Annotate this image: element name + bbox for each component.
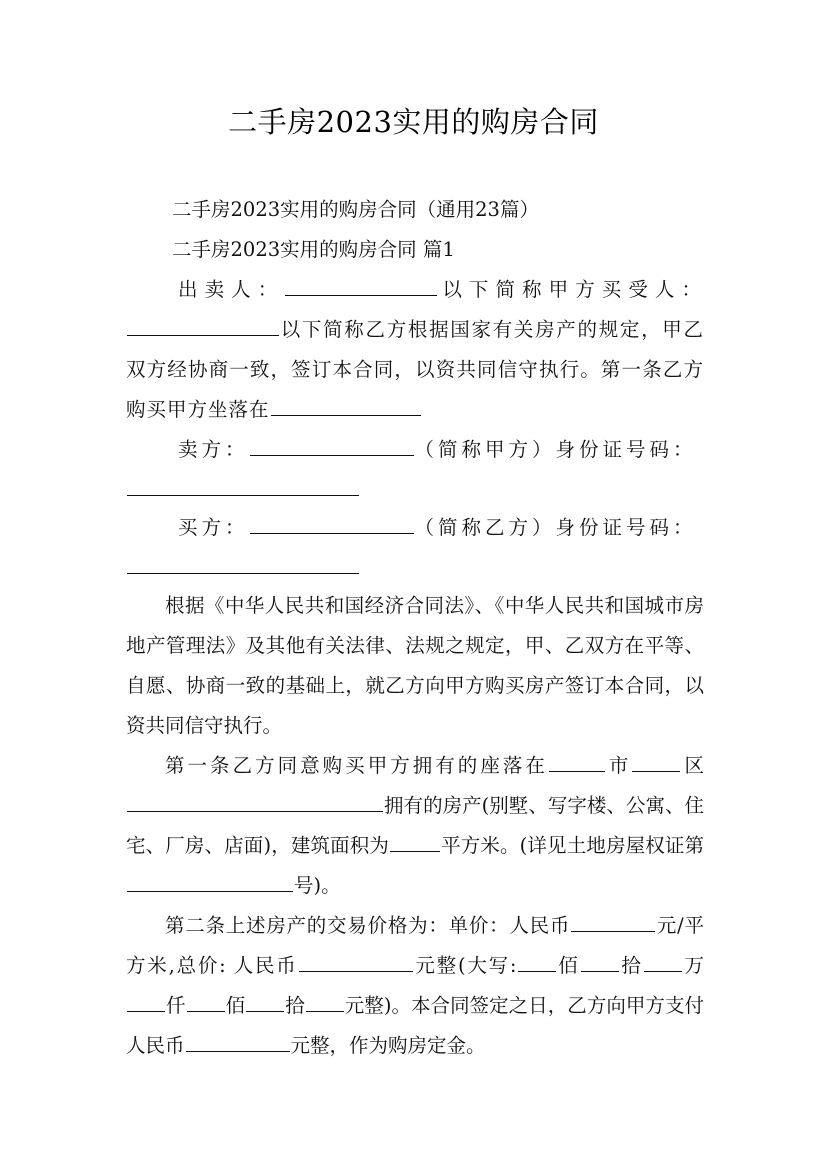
- buyer-id-blank[interactable]: [127, 572, 359, 574]
- district-prefix-blank[interactable]: [632, 770, 680, 772]
- article-2-total: 元/平方米,总价: 人民币: [126, 914, 704, 977]
- area-blank[interactable]: [390, 850, 440, 852]
- article-1-district: 区: [681, 754, 704, 777]
- seller-label: 出卖人：: [178, 278, 285, 301]
- article-1-property: 拥有的房产(别墅、写字楼、公寓、住宅、厂房、店面)，建筑面积为: [126, 794, 704, 857]
- buyer-name-blank[interactable]: [250, 532, 414, 534]
- deposit-blank[interactable]: [186, 1050, 290, 1052]
- seller-id-line: [126, 470, 704, 510]
- seller-intro: [126, 270, 704, 430]
- unit-price-blank[interactable]: [571, 930, 655, 932]
- seller-line-suffix: （简称甲方）身份证号码：: [414, 438, 697, 461]
- seller-line-label: 卖方：: [178, 438, 249, 461]
- subtitle: 二手房2023实用的购房合同（通用23篇）: [172, 198, 539, 221]
- total-price-blank[interactable]: [299, 970, 413, 972]
- document-body: [126, 190, 704, 1066]
- certificate-blank[interactable]: [127, 890, 293, 892]
- article-2-deposit: 元整)。本合同签定之日，乙方向甲方支付人民币: [126, 994, 704, 1057]
- district-blank[interactable]: [127, 810, 383, 812]
- unit-bai-2: 佰: [225, 994, 246, 1017]
- unit-shi-2: 拾: [285, 994, 305, 1017]
- yuan-blank[interactable]: [306, 1010, 344, 1012]
- seller-line: [126, 430, 704, 470]
- buyer-line-suffix: （简称乙方）身份证号码：: [414, 516, 697, 539]
- buyer-id-line: [126, 548, 704, 588]
- unit-qian: 仟: [166, 994, 186, 1017]
- paragraph-basis: 根据《中华人民共和国经济合同法》、《中华人民共和国城市房地产管理法》及其他有关法律、法规之规定，甲、乙双方在平等、自愿、协商一致的基础上，就乙方向甲方购买房产签订本合同，以资共同信守执行。: [126, 594, 704, 737]
- article-1-area: 平方米。(详见土地房屋权证第: [441, 834, 704, 857]
- seller-intro-mid: 以下简称甲方买受人：: [438, 278, 704, 301]
- article-1-city: 市: [605, 754, 632, 777]
- wan-blank[interactable]: [644, 970, 682, 972]
- article-1: [126, 746, 704, 906]
- article-2-text: 第二条上述房产的交易价格为：单价：人民币: [165, 914, 571, 937]
- bai-blank[interactable]: [518, 970, 556, 972]
- article-2-caps: 元整(大写:: [413, 954, 517, 977]
- article-2-end: 元整，作为购房定金。: [290, 1034, 486, 1057]
- buyer-line: [126, 508, 704, 548]
- buyer-blank[interactable]: [127, 334, 279, 336]
- seller-id-blank[interactable]: [127, 494, 359, 496]
- shi2-blank[interactable]: [246, 1010, 284, 1012]
- location-blank[interactable]: [271, 414, 421, 416]
- article-1-text: 第一条乙方同意购买甲方拥有的座落在: [165, 754, 548, 777]
- shi-blank[interactable]: [581, 970, 619, 972]
- section-heading: 二手房2023实用的购房合同 篇1: [172, 238, 455, 261]
- document-title: 二手房2023实用的购房合同: [228, 105, 599, 139]
- bai2-blank[interactable]: [187, 1010, 225, 1012]
- seller-name-blank[interactable]: [250, 454, 414, 456]
- buyer-line-label: 买方：: [178, 516, 249, 539]
- article-1-end: 号)。: [294, 874, 341, 897]
- seller-blank[interactable]: [285, 294, 437, 296]
- city-blank[interactable]: [549, 770, 605, 772]
- seller-intro-text: 以下简称乙方根据国家有关房产的规定，甲乙双方经协商一致，签订本合同，以资共同信守执行。第一条乙方购买甲方坐落在: [126, 318, 704, 421]
- qian-blank[interactable]: [127, 1010, 165, 1012]
- unit-shi: 拾: [619, 954, 643, 977]
- unit-wan: 万: [682, 954, 704, 977]
- unit-bai: 佰: [556, 954, 580, 977]
- article-2: [126, 906, 704, 1066]
